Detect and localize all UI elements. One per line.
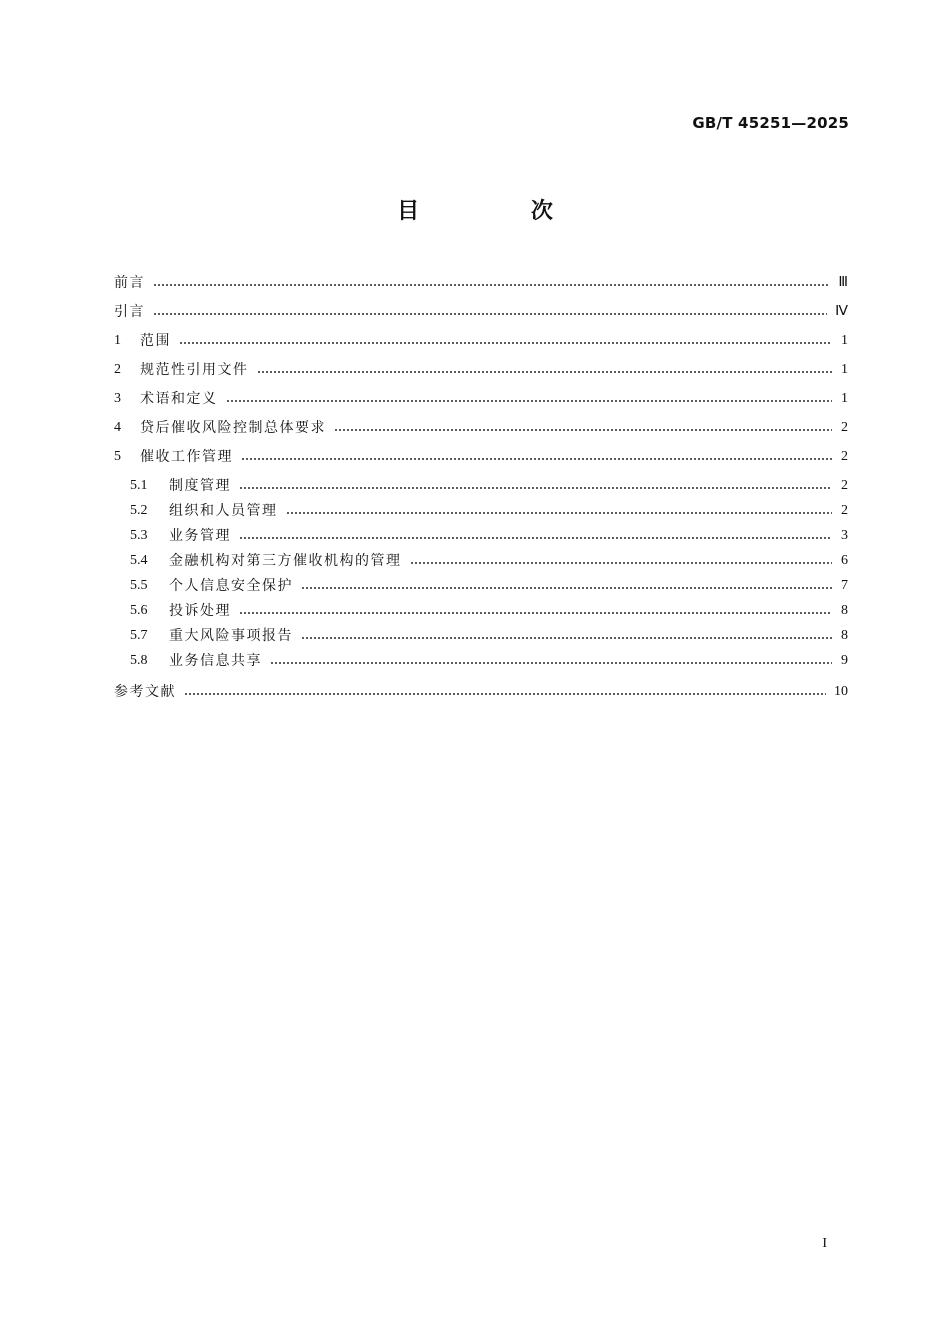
toc-entry-introduction[interactable] xyxy=(114,301,848,323)
dot-leader xyxy=(301,587,832,589)
toc-entry-page: 7 xyxy=(841,578,848,593)
toc-entry-3[interactable] xyxy=(114,388,848,410)
toc-entry-5-8[interactable] xyxy=(130,650,848,672)
toc-entry-number: 5.6 xyxy=(130,603,148,618)
toc-entry-number: 5.2 xyxy=(130,503,148,518)
toc-entry-number: 5.7 xyxy=(130,628,148,643)
dot-leader xyxy=(153,284,830,286)
toc-entry-page: Ⅳ xyxy=(835,304,848,319)
toc-entry-label: 规范性引用文件 xyxy=(140,362,249,378)
toc-entry-foreword[interactable] xyxy=(114,272,848,294)
toc-entry-number: 5 xyxy=(114,449,121,464)
toc-entry-label: 金融机构对第三方催收机构的管理 xyxy=(169,553,402,569)
toc-entry-page: 8 xyxy=(841,603,848,618)
toc-entry-page: 2 xyxy=(841,478,848,493)
toc-entry-label: 参考文献 xyxy=(114,684,176,700)
dot-leader xyxy=(241,458,832,460)
toc-entry-number: 5.8 xyxy=(130,653,148,668)
toc-entry-label: 引言 xyxy=(114,304,145,320)
standard-code: GB/T 45251—2025 xyxy=(692,114,849,132)
toc-entry-page: Ⅲ xyxy=(838,275,848,290)
toc-entry-label: 范围 xyxy=(140,333,171,349)
toc-entry-label: 催收工作管理 xyxy=(140,449,233,465)
toc-entry-page: 6 xyxy=(841,553,848,568)
page-number: I xyxy=(822,1236,827,1251)
toc-entry-5-7[interactable] xyxy=(130,625,848,647)
toc-entry-5-5[interactable] xyxy=(130,575,848,597)
toc-entry-1[interactable] xyxy=(114,330,848,352)
toc-entry-number: 1 xyxy=(114,333,121,348)
toc-entry-label: 个人信息安全保护 xyxy=(169,578,293,594)
toc-entry-bibliography[interactable] xyxy=(114,681,848,703)
toc-entry-page: 1 xyxy=(841,391,848,406)
toc-entry-5-2[interactable] xyxy=(130,500,848,522)
toc-entry-label: 术语和定义 xyxy=(140,391,218,407)
toc-entry-label: 贷后催收风险控制总体要求 xyxy=(140,420,326,436)
toc-entry-5-4[interactable] xyxy=(130,550,848,572)
toc-entry-5-1[interactable] xyxy=(130,475,848,497)
toc-entry-page: 1 xyxy=(841,333,848,348)
toc-entry-page: 8 xyxy=(841,628,848,643)
toc-entry-page: 1 xyxy=(841,362,848,377)
dot-leader xyxy=(257,371,833,373)
dot-leader xyxy=(184,693,826,695)
toc-entry-4[interactable] xyxy=(114,417,848,439)
toc-title: 目 次 xyxy=(397,199,605,224)
toc-entry-page: 9 xyxy=(841,653,848,668)
toc-entry-label: 组织和人员管理 xyxy=(169,503,278,519)
toc-entry-5[interactable] xyxy=(114,446,848,468)
dot-leader xyxy=(334,429,832,431)
toc-entry-number: 2 xyxy=(114,362,121,377)
toc-entry-5-3[interactable] xyxy=(130,525,848,547)
toc-entry-label: 业务信息共享 xyxy=(169,653,262,669)
toc-entry-page: 3 xyxy=(841,528,848,543)
toc-entry-number: 3 xyxy=(114,391,121,406)
dot-leader xyxy=(239,537,832,539)
toc-entry-number: 4 xyxy=(114,420,121,435)
dot-leader xyxy=(410,562,833,564)
toc-entry-page: 10 xyxy=(834,684,848,699)
toc-entry-number: 5.4 xyxy=(130,553,148,568)
dot-leader xyxy=(239,487,832,489)
toc-entry-label: 重大风险事项报告 xyxy=(169,628,293,644)
dot-leader xyxy=(179,342,832,344)
toc-entry-label: 前言 xyxy=(114,275,145,291)
toc-entry-page: 2 xyxy=(841,449,848,464)
toc-entry-label: 制度管理 xyxy=(169,478,231,494)
toc-entry-label: 投诉处理 xyxy=(169,603,231,619)
toc-entry-number: 5.5 xyxy=(130,578,148,593)
dot-leader xyxy=(286,512,833,514)
dot-leader xyxy=(270,662,832,664)
toc-entry-page: 2 xyxy=(841,503,848,518)
dot-leader xyxy=(226,400,833,402)
dot-leader xyxy=(153,313,827,315)
dot-leader xyxy=(239,612,832,614)
toc-entry-number: 5.3 xyxy=(130,528,148,543)
dot-leader xyxy=(301,637,832,639)
toc-entry-5-6[interactable] xyxy=(130,600,848,622)
toc-entry-page: 2 xyxy=(841,420,848,435)
toc-entry-2[interactable] xyxy=(114,359,848,381)
toc-entry-number: 5.1 xyxy=(130,478,148,493)
toc-entry-label: 业务管理 xyxy=(169,528,231,544)
